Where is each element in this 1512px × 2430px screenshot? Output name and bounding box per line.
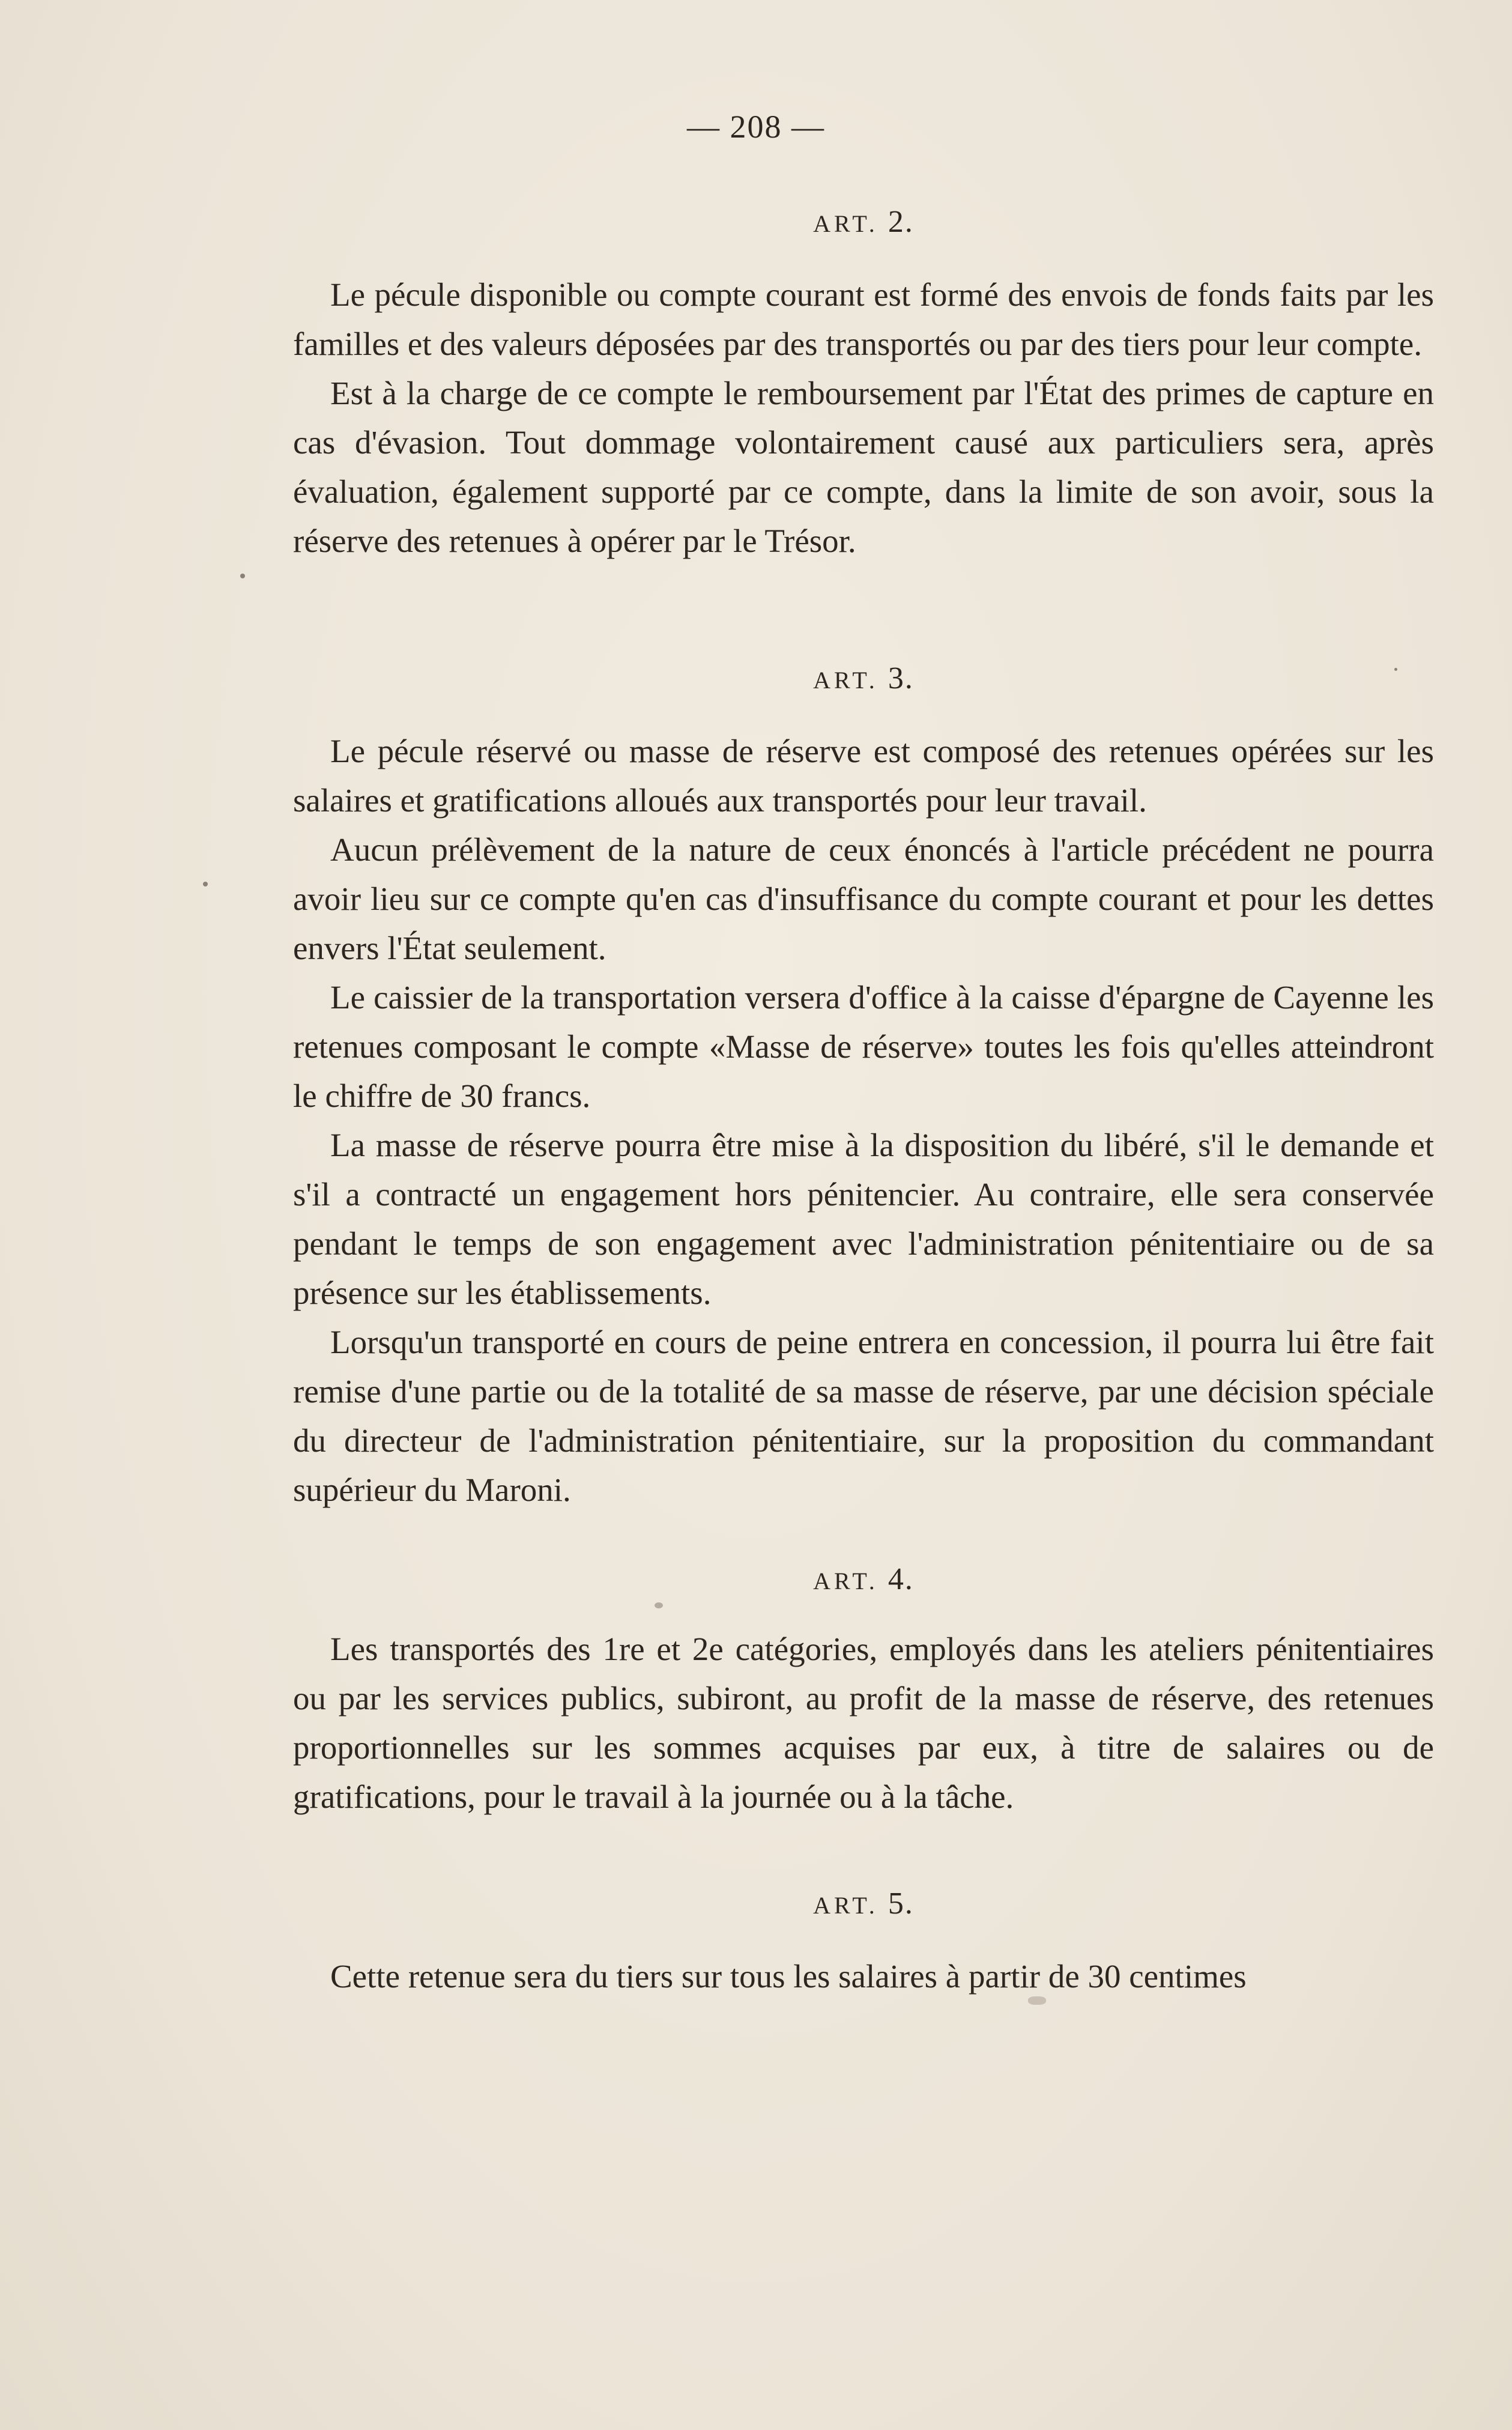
article-number: 5.: [888, 1886, 914, 1921]
paper-speck: [203, 882, 208, 886]
paragraph: Les transportés des 1re et 2e catégories, employés dans les ateliers pénitentiaires ou par les services publics, subiront, au profit de la masse de réserve, des retenues proportionnelles sur les sommes acquises par eux, à titre de salaires ou de gratifications, pour le travail à la journée ou à la tâche.: [293, 1631, 1434, 1815]
article-label: ART.: [813, 667, 878, 694]
article-label: ART.: [813, 1892, 878, 1919]
article-heading: [293, 1544, 1434, 1616]
article-3: [293, 643, 1434, 715]
paragraph: Lorsqu'un transporté en cours de peine entrera en concession, il pourra lui être fait remise d'une partie ou de la totalité de sa masse de réserve, par une décision spéciale du directeur de l'administration pénitentiaire, sur la proposition du commandant supérieur du Maroni.: [293, 1324, 1434, 1508]
paragraph: La masse de réserve pourra être mise à la disposition du libéré, s'il le demande et s'il a contracté un engagement hors pénitencier. Au contraire, elle sera conservée pendant le temps de son engagement avec l'administration pénitentiaire ou de sa présence sur les établissements.: [293, 1127, 1434, 1311]
article-5: [293, 1868, 1434, 1940]
paragraph: Le pécule disponible ou compte courant est formé des envois de fonds faits par les familles et des valeurs déposées par des transportés ou par des tiers pour leur compte.: [293, 276, 1434, 362]
article-number: 3.: [888, 661, 914, 695]
paragraph: Cette retenue sera du tiers sur tous les salaires à partir de 30 centimes: [330, 1958, 1247, 1995]
paper-speck: [1028, 1996, 1046, 2005]
article-heading: [293, 1868, 1434, 1940]
article-heading: [293, 643, 1434, 715]
article-2-body: [293, 270, 1434, 566]
article-5-body: [293, 1952, 1434, 2001]
article-4-body: [293, 1625, 1434, 1822]
article-3-body: [293, 727, 1434, 1515]
page-number: — 208 —: [687, 109, 825, 145]
article-label: ART.: [813, 210, 878, 237]
paper-speck: [240, 574, 245, 578]
article-number: 2.: [888, 205, 914, 239]
paragraph: Est à la charge de ce compte le remboursement par l'État des primes de capture en cas d'évasion. Tout dommage volontairement causé aux particuliers sera, après évaluation, également supporté par ce compte, dans la limite de son avoir, sous la réserve des retenues à opérer par le Trésor.: [293, 375, 1434, 559]
article-4: [293, 1544, 1434, 1616]
paragraph: Le caissier de la transportation versera d'office à la caisse d'épargne de Cayenne les retenues composant le compte «Masse de réserve» toutes les fois qu'elles atteindront le chiffre de 30 francs.: [293, 979, 1434, 1114]
paper-speck: [1394, 668, 1397, 671]
article-number: 4.: [888, 1562, 914, 1596]
paragraph: Aucun prélèvement de la nature de ceux énoncés à l'article précédent ne pourra avoir lieu sur ce compte qu'en cas d'insuffisance du compte courant et pour les dettes envers l'État seulement.: [293, 831, 1434, 966]
paragraph: Le pécule réservé ou masse de réserve est composé des retenues opérées sur les salaires et gratifications alloués aux transportés pour leur travail.: [293, 733, 1434, 819]
article-label: ART.: [813, 1568, 878, 1595]
paper-speck: [655, 1602, 663, 1608]
article-2: [293, 186, 1434, 258]
article-heading: [293, 186, 1434, 258]
